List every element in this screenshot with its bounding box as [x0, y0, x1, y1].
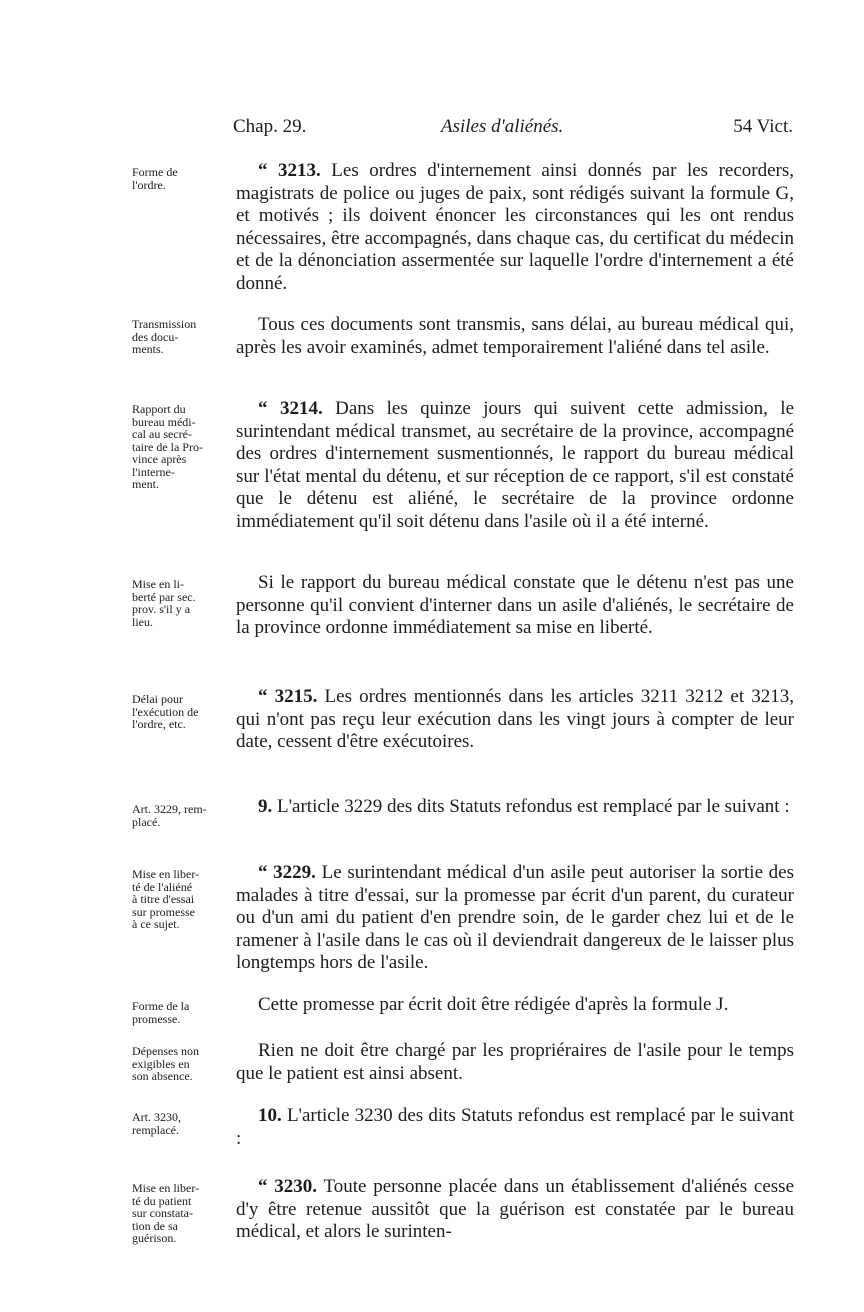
paragraph-text: Tous ces documents sont transmis, sans délai, au bureau médical qui, après les avoir examinés, admet temporairement l'aliéné dans tel asile. — [236, 314, 794, 358]
paragraph-3229 — [236, 862, 794, 975]
paragraph-text: Rien ne doit être chargé par les propriéraires de l'asile pour le temps que le patient est ainsi absent. — [236, 1040, 794, 1084]
margin-note: Délai pour l'exécution de l'ordre, etc. — [132, 692, 199, 731]
regnal-year: 54 Vict. — [733, 116, 793, 137]
paragraph-text: Si le rapport du bureau médical constate que le détenu n'est pas une personne qu'il convient d'interner dans un asile d'aliénés, le secrétaire de la province ordonne immédiatement sa mise en liberté. — [236, 572, 794, 639]
paragraph-text: Toute personne placée dans un établissement d'aliénés cesse d'y être retenue aussitôt que la guérison est constatée par le bureau médical, et alors le surinten- — [236, 1176, 795, 1243]
margin-note: Forme de l'ordre. — [132, 165, 178, 192]
paragraph-text: L'article 3229 des dits Statuts refondus est remplacé par le suivant : — [272, 796, 790, 817]
paragraph-3230 — [236, 1176, 794, 1244]
running-header — [233, 116, 793, 140]
margin-note: Transmission des docu- ments. — [132, 317, 197, 356]
chapter-label: Chap. 29. — [233, 116, 307, 137]
paragraph-3229-promise — [236, 994, 794, 1017]
paragraph-text: Le surintendant médical d'un asile peut autoriser la sortie des malades à titre d'essai, sur la promesse par écrit d'un parent, du curateur ou d'un ami du patient d'en prendre soin, de le garder chez lui et de le ramener à l'asile dans le cas où il deviendrait dangereux de le laisser plus longtemps hors de l'asile. — [236, 862, 795, 974]
section-number: 10. — [258, 1105, 282, 1126]
article-number: “ 3229. — [258, 862, 316, 883]
paragraph-text: Dans les quinze jours qui suivent cette admission, le surintendant médical transmet, au secrétaire de la province, accompagné des ordres d'internement susmentionnés, le rapport du bureau médical sur l'état mental du détenu, et sur réception de ce rapport, s'il est constaté que le détenu est aliéné, le secrétaire de la province ordonne immédiatement qu'il soit détenu dans l'asile où il a été interné. — [236, 398, 795, 532]
article-number: “ 3213. — [258, 160, 321, 181]
chapter-title: Asiles d'aliénés. — [441, 116, 564, 137]
margin-note: Art. 3229, rem- placé. — [132, 802, 207, 829]
margin-note: Mise en liber- té du patient sur constata- tion de sa guérison. — [132, 1181, 200, 1245]
paragraph-3214-continued — [236, 572, 794, 640]
paragraph-text: L'article 3230 des dits Statuts refondus est remplacé par le suivant : — [236, 1105, 794, 1149]
paragraph-3213 — [236, 160, 794, 296]
paragraph-3213-continued — [236, 314, 794, 359]
margin-note: Mise en liber- té de l'aliéné à titre d'essai sur promesse à ce sujet. — [132, 867, 200, 931]
paragraph-text: Cette promesse par écrit doit être rédigée d'après la formule J. — [258, 994, 729, 1015]
margin-note: Dépenses non exigibles en son absence. — [132, 1044, 199, 1083]
article-number: “ 3214. — [258, 398, 323, 419]
paragraph-3229-expenses — [236, 1040, 794, 1085]
section-10 — [236, 1105, 794, 1150]
paragraph-text: Les ordres mentionnés dans les articles 3211 3212 et 3213, qui n'ont pas reçu leur exécution dans les vingt jours à compter de leur date, cessent d'être exécutoires. — [236, 686, 794, 753]
margin-note: Art. 3230, remplacé. — [132, 1110, 181, 1137]
paragraph-3215 — [236, 686, 794, 754]
article-number: “ 3215. — [258, 686, 318, 707]
margin-note: Mise en li- berté par sec. prov. s'il y a lieu. — [132, 577, 196, 629]
section-9 — [236, 796, 794, 819]
paragraph-text: Les ordres d'internement ainsi donnés par les recorders, magistrats de police ou juges de paix, sont rédigés suivant la formule G, et motivés ; ils doivent énoncer les circonstances qui les ont rendus nécessaires, être accompagnés, dans chaque cas, du certificat du médecin et de la dénonciation assermentée sur laquelle l'ordre d'internement a été donné. — [236, 160, 795, 294]
section-number: 9. — [258, 796, 273, 817]
margin-note: Rapport du bureau médi- cal au secré- taire de la Pro- vince après l'interne- ment. — [132, 402, 203, 491]
paragraph-3214 — [236, 398, 794, 534]
margin-note: Forme de la promesse. — [132, 999, 190, 1026]
article-number: “ 3230. — [258, 1176, 318, 1197]
